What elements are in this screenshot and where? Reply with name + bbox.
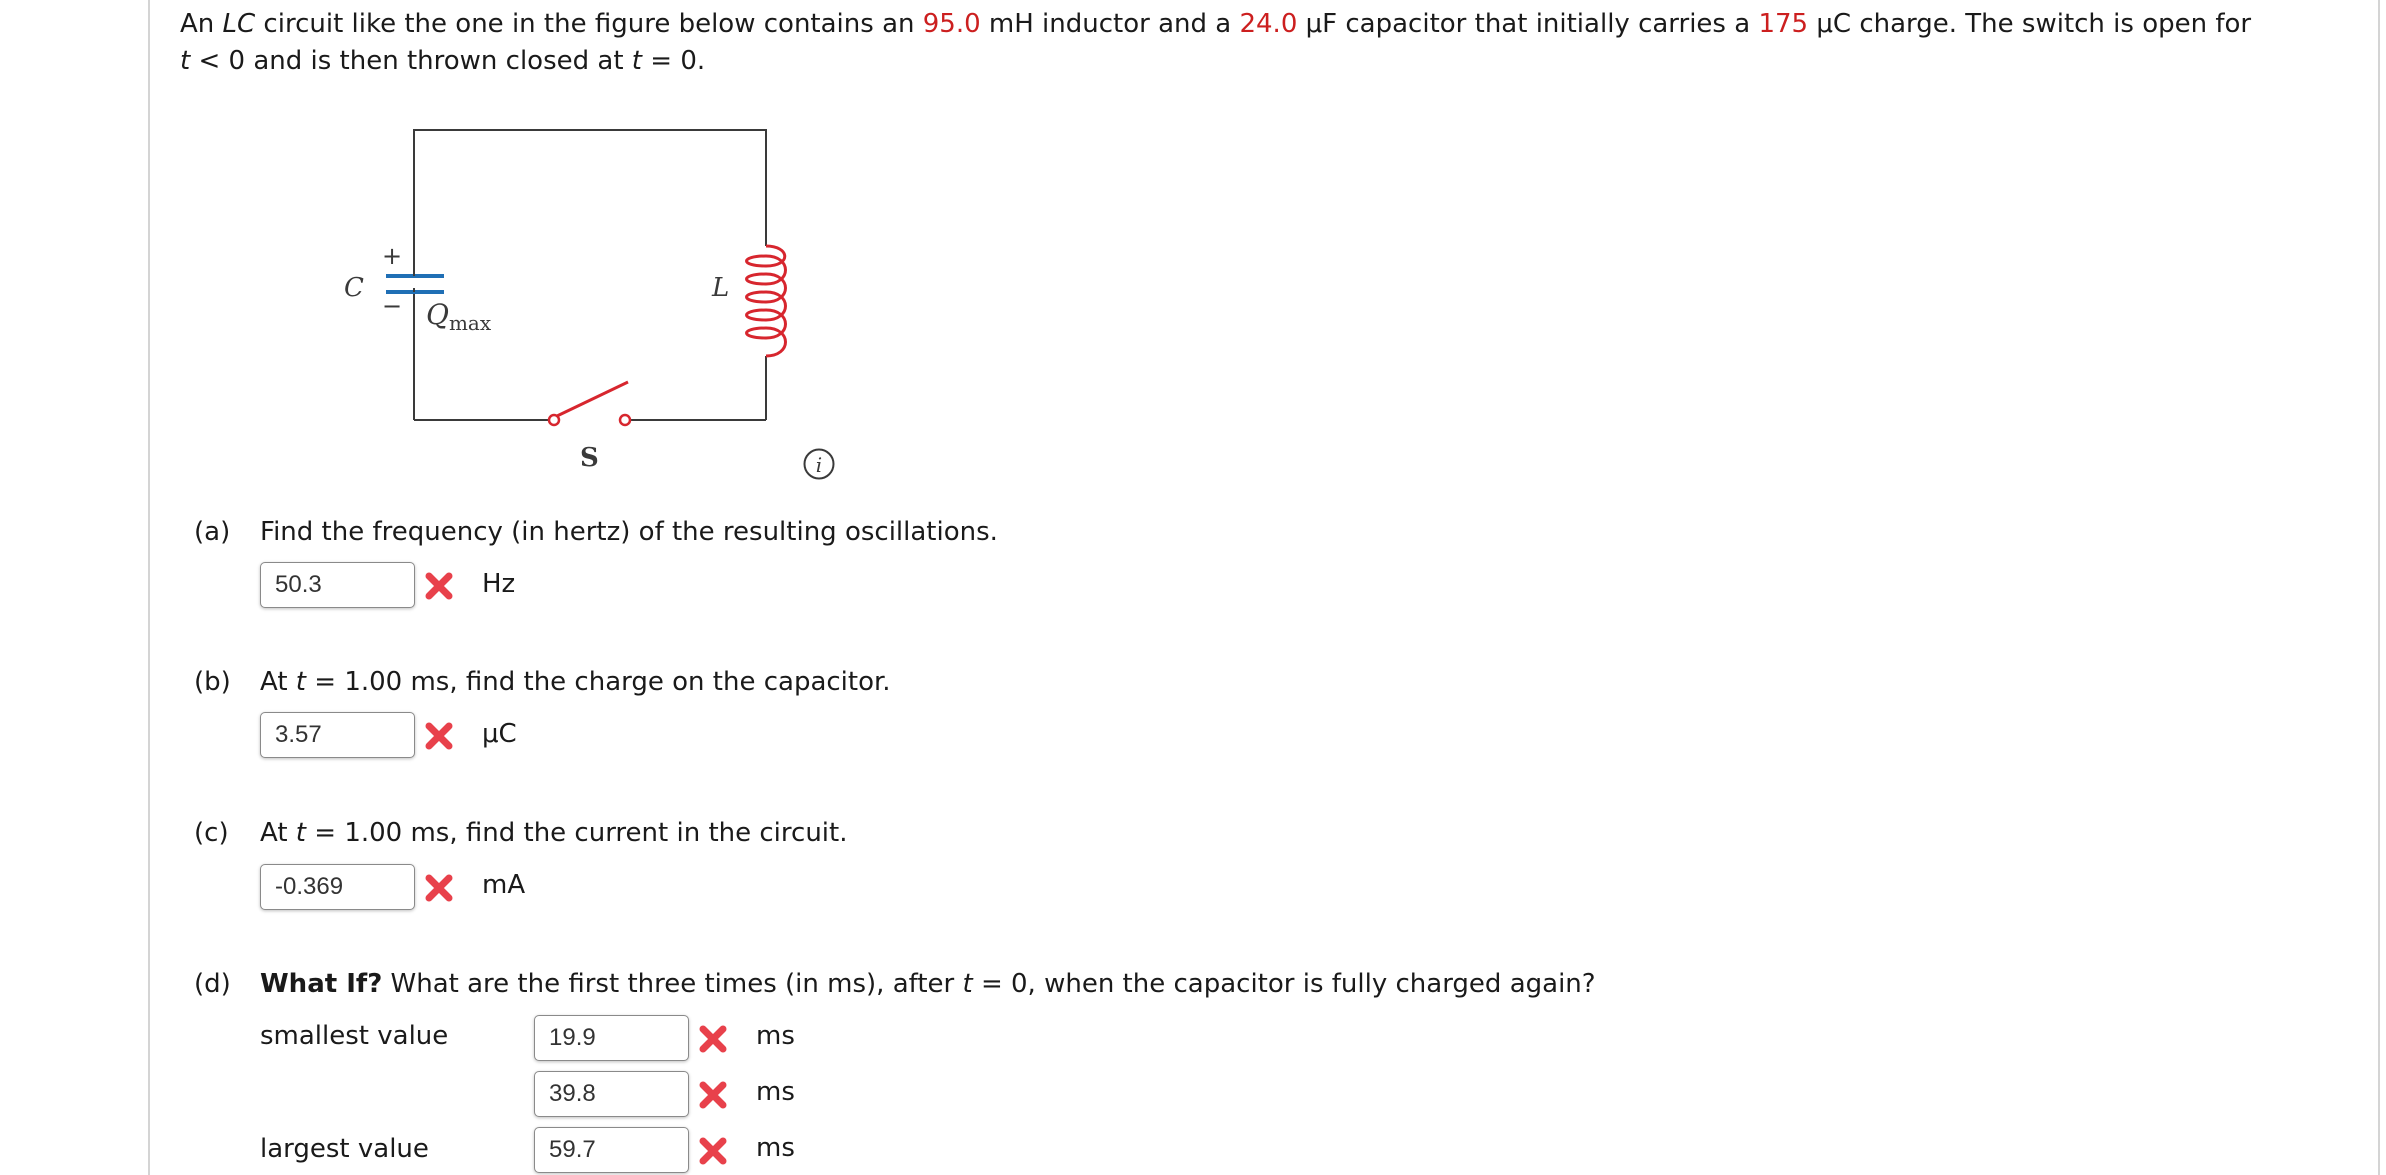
part-b-unit: μC (482, 719, 517, 749)
plus-sign: + (382, 242, 403, 270)
svg-text:i: i (815, 453, 823, 477)
inductor-label: L (712, 273, 730, 303)
incorrect-x-icon (424, 873, 454, 903)
part-c-label: (c) (194, 818, 229, 848)
part-a-question: Find the frequency (in hertz) of the resulting oscillations. (260, 517, 998, 547)
incorrect-x-icon (698, 1136, 728, 1166)
part-d-unit-3: ms (756, 1133, 795, 1163)
part-d-answer-input-2[interactable]: 39.8 (534, 1071, 689, 1117)
part-a-unit: Hz (482, 569, 516, 599)
switch-lever (557, 382, 628, 416)
part-c-unit: mA (482, 870, 526, 900)
incorrect-x-icon (698, 1080, 728, 1110)
capacitance-value: 24.0 (1239, 9, 1298, 39)
part-c-question: At t = 1.00 ms, find the current in the circuit. (260, 818, 848, 848)
left-border (148, 0, 150, 1175)
part-b-question: At t = 1.00 ms, find the charge on the capacitor. (260, 667, 891, 697)
part-a-answer-input[interactable]: 50.3 (260, 562, 415, 608)
part-d-unit-1: ms (756, 1021, 795, 1051)
inductor-coil (747, 246, 786, 356)
inductance-value: 95.0 (922, 9, 981, 39)
largest-value-label: largest value (260, 1134, 429, 1164)
part-d-question: What If? What are the first three times (in ms), after t = 0, when the capacitor is fully charged again? (260, 969, 1596, 999)
smallest-value-label: smallest value (260, 1021, 449, 1051)
part-d-label: (d) (194, 969, 231, 999)
incorrect-x-icon (424, 721, 454, 751)
part-c-answer-input[interactable]: -0.369 (260, 864, 415, 910)
info-icon[interactable] (802, 447, 836, 481)
part-d-answer-input-3[interactable]: 59.7 (534, 1127, 689, 1173)
question-text: An LC circuit like the one in the figure below contains an 95.0 mH inductor and a 24.0 μF capacitor that initially carries a 175 μC charge. The switch is open for t < 0 and is then thrown closed at t = 0. (180, 9, 2252, 76)
switch-terminal-right (620, 415, 630, 425)
charge-value: 175 (1758, 9, 1809, 39)
part-b-label: (b) (194, 667, 231, 697)
minus-sign: − (382, 292, 403, 320)
part-d-answer-input-1[interactable]: 19.9 (534, 1015, 689, 1061)
part-d-unit-2: ms (756, 1077, 795, 1107)
incorrect-x-icon (698, 1024, 728, 1054)
incorrect-x-icon (424, 571, 454, 601)
capacitor-label: C (344, 273, 364, 303)
lc-circuit-figure (330, 116, 850, 476)
part-a-label: (a) (194, 517, 231, 547)
part-b-answer-input[interactable]: 3.57 (260, 712, 415, 758)
right-border (2378, 0, 2380, 1175)
qmax-label: $Q_{max}$ (426, 298, 492, 335)
switch-label: S (580, 443, 599, 473)
